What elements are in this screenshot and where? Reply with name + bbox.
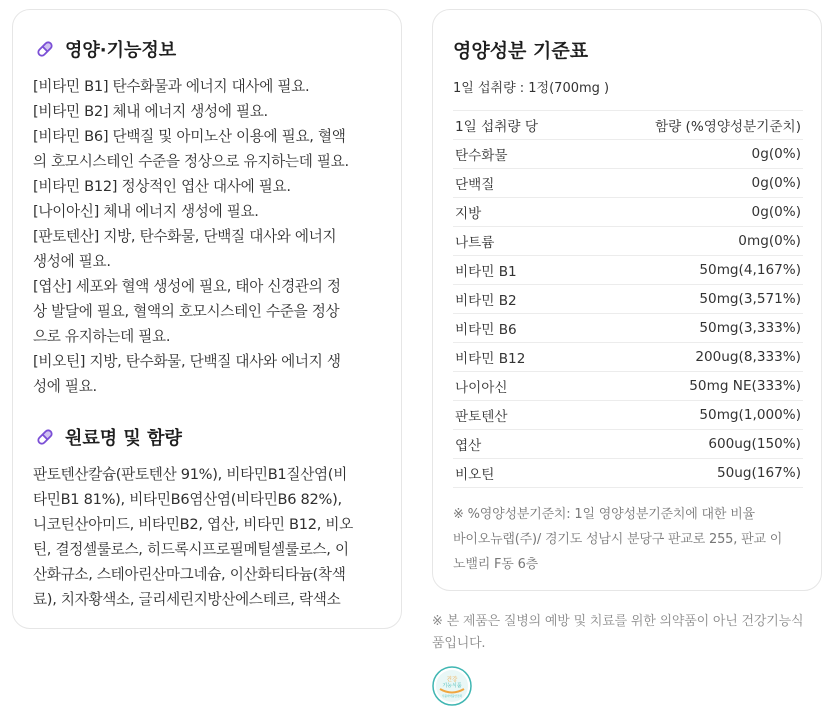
nutrient-value: 50mg(3,571%)	[581, 285, 803, 314]
ingredients-section	[33, 424, 393, 612]
nutrient-value: 50mg NE(333%)	[581, 372, 803, 401]
ingredients-section-title	[35, 424, 393, 450]
nutrition-table	[453, 110, 803, 488]
pill-icon	[35, 427, 55, 447]
table-row	[453, 430, 803, 459]
table-row	[453, 169, 803, 198]
nutrient-value: 0g(0%)	[581, 198, 803, 227]
function-line: [비오틴] 지방, 탄수화물, 단백질 대사와 에너지 생	[33, 353, 341, 370]
table-header-label: 1일 섭취량 당	[453, 111, 581, 140]
table-row	[453, 140, 803, 169]
nutrient-value: 50ug(167%)	[581, 459, 803, 488]
ingredients-line: 타민B1 81%), 비타민B6염산염(비타민B6 82%),	[33, 491, 342, 508]
ingredients-line: 틴, 결정셀룰로스, 히드록시프로필메틸셀룰로스, 이	[33, 541, 349, 558]
table-row	[453, 227, 803, 256]
function-line: 상 발달에 필요, 혈액의 호모시스테인 수준을 정상	[33, 303, 340, 320]
nutrient-value: 50mg(4,167%)	[581, 256, 803, 285]
nutrient-name: 판토텐산	[453, 401, 581, 430]
footnote-line: 노밸리 F동 6층	[453, 557, 539, 572]
function-line: 생성에 필요.	[33, 253, 111, 270]
function-section-title	[35, 36, 381, 62]
function-line: 성에 필요.	[33, 378, 97, 395]
serving-size: 1일 섭취량 : 1정(700mg )	[453, 81, 610, 96]
table-row	[453, 198, 803, 227]
nutrient-value: 200ug(8,333%)	[581, 343, 803, 372]
pill-icon	[35, 39, 55, 59]
nutrition-footnote	[453, 502, 801, 577]
nutrient-value: 50mg(3,333%)	[581, 314, 803, 343]
table-row	[453, 459, 803, 488]
disclaimer-line: 품입니다.	[432, 636, 486, 651]
table-row	[453, 343, 803, 372]
ingredients-line: 판토텐산칼슘(판토텐산 91%), 비타민B1질산염(비	[33, 466, 347, 483]
nutrient-name: 엽산	[453, 430, 581, 459]
function-info-card	[12, 9, 402, 629]
function-title-text: 영양·기능정보	[65, 40, 177, 61]
nutrient-name: 지방	[453, 198, 581, 227]
function-line: 으로 유지하는데 필요.	[33, 328, 171, 345]
ingredients-line: 니코틴산아미드, 비타민B2, 엽산, 비타민 B12, 비오	[33, 516, 353, 533]
nutrient-name: 단백질	[453, 169, 581, 198]
function-line: [나이아신] 체내 에너지 생성에 필요.	[33, 203, 259, 220]
table-row	[453, 401, 803, 430]
nutrient-name: 비타민 B2	[453, 285, 581, 314]
function-line: [비타민 B6] 단백질 및 아미노산 이용에 필요, 혈액	[33, 128, 346, 145]
table-row	[453, 285, 803, 314]
nutrient-name: 나이아신	[453, 372, 581, 401]
nutrient-value: 600ug(150%)	[581, 430, 803, 459]
nutrient-name: 탄수화물	[453, 140, 581, 169]
ingredients-text	[33, 462, 393, 612]
nutrient-name: 비타민 B1	[453, 256, 581, 285]
table-header-row	[453, 111, 803, 140]
nutrient-value: 0g(0%)	[581, 140, 803, 169]
function-text	[33, 74, 381, 399]
function-line: [비타민 B2] 체내 에너지 생성에 필요.	[33, 103, 268, 120]
nutrient-name: 나트륨	[453, 227, 581, 256]
health-functional-food-badge-icon	[432, 666, 472, 706]
nutrient-value: 0mg(0%)	[581, 227, 803, 256]
footnote-line: ※ %영양성분기준치: 1일 영양성분기준치에 대한 비율	[453, 507, 755, 522]
table-row	[453, 256, 803, 285]
table-row	[453, 372, 803, 401]
nutrient-value: 0g(0%)	[581, 169, 803, 198]
function-line: [비타민 B12] 정상적인 엽산 대사에 필요.	[33, 178, 291, 195]
nutrient-name: 비타민 B12	[453, 343, 581, 372]
badge-text-bottom: 식품의약품안전처	[441, 695, 463, 698]
function-line: [비타민 B1] 탄수화물과 에너지 대사에 필요.	[33, 78, 310, 95]
badge-text-top: 건강	[446, 677, 458, 683]
nutrient-value: 50mg(1,000%)	[581, 401, 803, 430]
ingredients-title-text: 원료명 및 함량	[65, 428, 182, 449]
table-header-value: 함량 (%영양성분기준치)	[581, 111, 803, 140]
function-line: [판토텐산] 지방, 탄수화물, 단백질 대사와 에너지	[33, 228, 337, 245]
nutrient-name: 비오틴	[453, 459, 581, 488]
health-disclaimer	[432, 611, 827, 655]
ingredients-line: 산화규소, 스테아린산마그네슘, 이산화티타늄(착색	[33, 566, 346, 583]
table-row	[453, 314, 803, 343]
ingredients-line: 료), 치자황색소, 글리세린지방산에스테르, 락색소	[33, 591, 341, 608]
nutrient-name: 비타민 B6	[453, 314, 581, 343]
disclaimer-line: ※ 본 제품은 질병의 예방 및 치료를 위한 의약품이 아닌 건강기능식	[432, 614, 804, 629]
function-line: [엽산] 세포와 혈액 생성에 필요, 태아 신경관의 정	[33, 278, 341, 295]
nutrition-title: 영양성분 기준표	[453, 40, 589, 62]
footnote-line: 바이오뉴랩(주)/ 경기도 성남시 분당구 판교로 255, 판교 이	[453, 532, 783, 547]
nutrition-card	[432, 9, 822, 591]
badge-text-mid: 기능식품	[442, 683, 462, 689]
function-line: 의 호모시스테인 수준을 정상으로 유지하는데 필요.	[33, 153, 349, 170]
function-section	[33, 36, 381, 399]
